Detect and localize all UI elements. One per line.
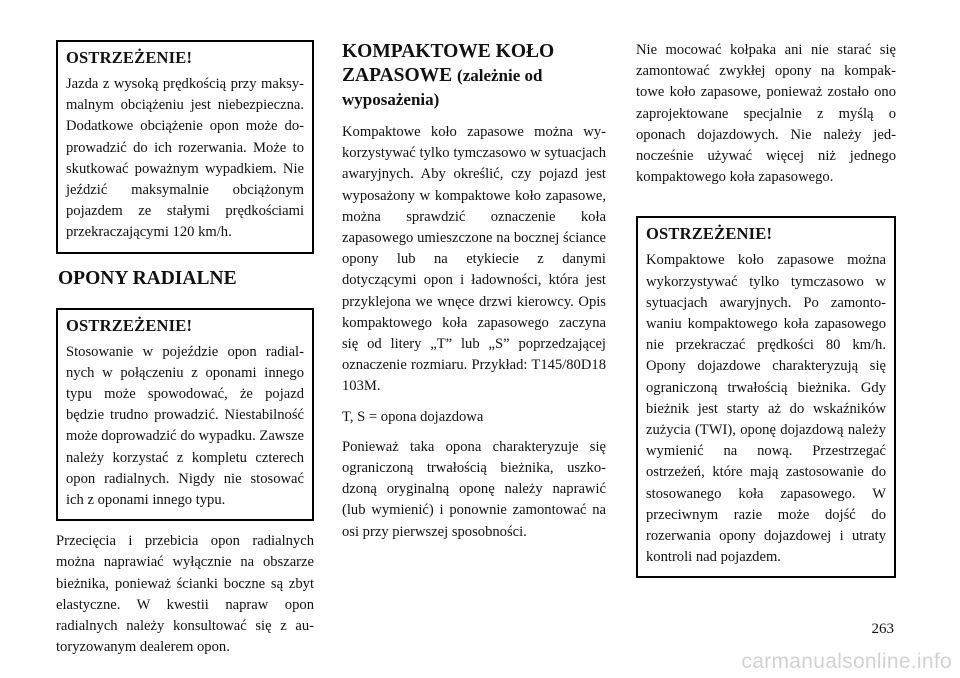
warning-text: Stosowanie w pojeździe opon radialnych w połączeniu z oponami innego typu może spowodować, że pojazd będzie trudno prowadzić. Niestabilność może doprowadzić do wypadku. Zawsze należy korzystać z kompletu czterech opon radialnych. Nigdy nie stosować ich z oponami innego typu.	[66, 343, 304, 509]
right-column	[636, 40, 896, 578]
section-heading-radial-tires: OPONY RADIALNE	[58, 267, 237, 289]
paragraph-radial-repair: Przecięcia i przebicia opon radialnych można naprawiać wyłącznie na obszarze bieżnika, ponieważ ścianki boczne są zbyt elastyczne. W kwestii napraw opon radialnych należy konsultować się z autoryzowanym dealerem opon.	[56, 533, 314, 656]
warning-title: OSTRZEŻENIE!	[66, 315, 193, 335]
warning-text: Kompaktowe koło zapasowe można wykorzystywać tylko tymczasowo w sytuacjach awaryjnych. Po zamontowaniu kompaktowego koła zapasowego nie przekraczać prędkości 80 km/h. Opony dojazdowe charakteryzują się ograniczoną trwałością bieżnika. Gdy bieżnik jest starty aż do wskaźników zużycia (TWI), oponę dojazdową należy wymienić na nową. Przestrzegać ostrzeżeń, które mają zastosowanie do stosowanego koła zapasowego. W przeciwnym razie może dojść do rozerwania opony dojazdowej i utraty kontroli nad pojazdem.	[646, 252, 886, 566]
page-number: 263	[871, 621, 894, 637]
warning-box-radial-tires	[56, 308, 314, 522]
warning-title: OSTRZEŻENIE!	[66, 48, 193, 67]
watermark: carmanualsonline.info	[741, 650, 952, 673]
left-column	[56, 40, 314, 658]
paragraph-tire-code: T, S = opona dojazdowa	[342, 408, 484, 425]
warning-text: Jazda z wysoką prędkością przy maksymalnym obciążeniu jest niebezpieczna. Dodatkowe obciążenie opon może doprowadzić do ich rozerwania. Może to skutkować poważnym wypadkiem. Nie jeździć maksymalnie obciążonym pojazdem ze stałymi prędkościami przekraczającymi 120 km/h.	[66, 76, 304, 241]
warning-title: OSTRZEŻENIE!	[646, 224, 773, 244]
middle-column	[342, 40, 606, 543]
heading-subtitle: (zależnie od wyposażenia)	[342, 66, 543, 109]
paragraph-no-hubcap: Nie mocować kołpaka ani nie starać się zamontować zwykłej opony na kompaktowe koło zapasowe, ponieważ zostało ono zaprojektowane specjalnie z myślą o oponach dojazdowych. Nie należy jednocześnie używać więcej niż jednego kompaktowego koła zapasowego.	[636, 42, 896, 186]
warning-box-high-speed	[56, 40, 314, 254]
heading-main-text: KOMPAKTOWE KOŁO ZAPASOWE	[342, 41, 555, 86]
warning-box-compact-spare	[636, 216, 896, 578]
section-heading-compact-spare	[342, 40, 606, 112]
paragraph-tread-life: Ponieważ taka opona charakteryzuje się ograniczoną trwałością bieżnika, uszkodzoną oryginalną oponę należy naprawić (lub wymienić) i ponownie zamontować na osi przy pierwszej sposobności.	[342, 438, 606, 540]
paragraph-compact-spare-intro: Kompaktowe koło zapasowe można wykorzystywać tylko tymczasowo w sytuacjach awaryjnych. Aby określić, czy pojazd jest wyposażony w kompaktowe koło zapasowe, można sprawdzić oznaczenie koła zapasowego umieszczone na bocznej ściance opony lub na etykiecie z danymi dotyczącymi opon i ładowności, która jest przyklejona we wnęce drzwi kierowcy. Opis kompaktowego koła zapasowego zaczyna się od litery „T” lub „S” poprzedzającej oznaczenie rozmiaru. Przykład: T145/80D18 103M.	[342, 124, 606, 395]
heading-main	[342, 40, 606, 112]
